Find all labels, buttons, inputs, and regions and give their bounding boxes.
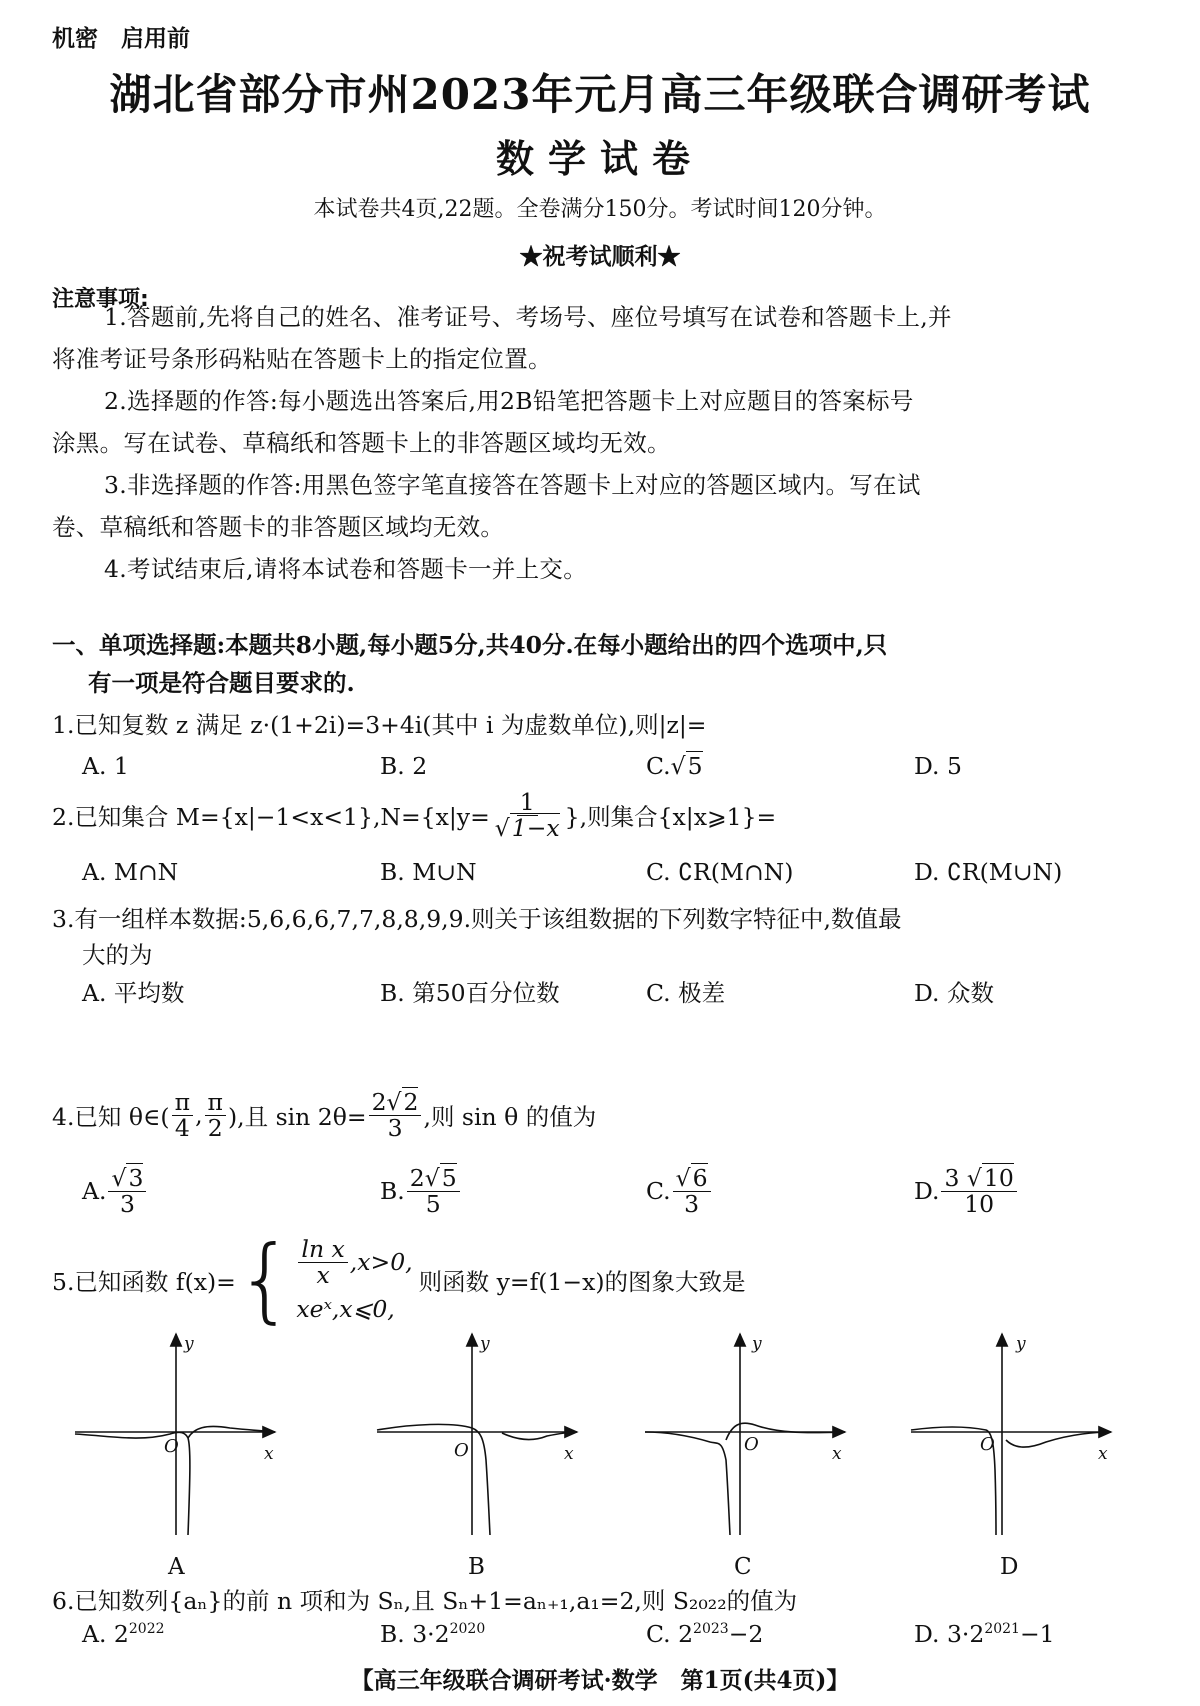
question-2-fraction: $\frac{1}{√1-x}$ <box>494 788 560 842</box>
notice-item-2-line-2: 涂黑。写在试卷、草稿纸和答题卡上的非答题区域均无效。 <box>52 429 671 457</box>
question-3-stem-line-2: 大的为 <box>82 941 153 969</box>
question-4-option-a: A. $\frac{√3}{3}$ <box>82 1166 148 1216</box>
graph-a-x-label: x <box>264 1444 274 1464</box>
graph-b-y-label: y <box>480 1334 490 1354</box>
question-2-option-c: C. ∁R(M∩N) <box>646 858 794 886</box>
graph-c-origin: O <box>744 1434 759 1455</box>
exam-subtitle: 数学试卷 <box>495 137 704 181</box>
question-3-stem-line-1: 3.有一组样本数据:5,6,6,6,7,7,8,8,9,9.则关于该组数据的下列数字特征中,数值最 <box>52 905 902 933</box>
question-2-option-b: B. M∪N <box>380 858 477 886</box>
question-2-option-d: D. ∁R(M∪N) <box>914 858 1063 886</box>
section-1-heading-line-1: 一、单项选择题:本题共8小题,每小题5分,共40分.在每小题给出的四个选项中,只 <box>52 631 888 659</box>
graph-c-y-label: y <box>752 1334 762 1354</box>
question-1-option-a: A. 1 <box>82 752 129 780</box>
notice-item-1-line-1: 1.答题前,先将自己的姓名、准考证号、考场号、座位号填写在试卷和答题卡上,并 <box>104 303 952 331</box>
question-4-option-d: D. $\frac{3 √10}{10}$ <box>914 1166 1019 1216</box>
graph-d-origin: O <box>980 1434 995 1455</box>
exam-title: 湖北省部分市州2023年元月高三年级联合调研考试 <box>109 70 1091 119</box>
graph-d-y-label: y <box>1016 1334 1026 1354</box>
graph-a <box>70 1330 280 1540</box>
good-luck-line: ★祝考试顺利★ <box>519 243 681 270</box>
question-3-option-b: B. 第50百分位数 <box>380 979 560 1007</box>
graph-b <box>372 1330 582 1540</box>
notice-item-3-line-1: 3.非选择题的作答:用黑色签字笔直接答在答题卡上对应的答题区域内。写在试 <box>104 471 921 499</box>
page-footer: 【高三年级联合调研考试·数学 第1页(共4页)】 <box>350 1667 850 1694</box>
question-6-stem: 6.已知数列{aₙ}的前 n 项和为 Sₙ,且 Sₙ+1=aₙ₊₁,a₁=2,则 S₂₀₂₂的值为 <box>52 1587 798 1615</box>
question-4-stem: 4.已知 θ∈( $\frac{\pi}{4}$ , $\frac{\pi}{2}$ ),且 sin 2θ= $\frac{2√2}{3}$ ,则 sin θ 的值为 <box>52 1088 597 1142</box>
graph-c-label: C <box>734 1554 752 1580</box>
exam-info: 本试卷共4页,22题。全卷满分150分。考试时间120分钟。 <box>313 197 887 222</box>
section-1-heading-line-2: 有一项是符合题目要求的. <box>88 669 355 697</box>
notice-item-2-line-1: 2.选择题的作答:每小题选出答案后,用2B铅笔把答题卡上对应题目的答案标号 <box>104 387 914 415</box>
question-4-option-b: B. $\frac{2√5}{5}$ <box>380 1166 462 1216</box>
graph-d-label: D <box>1000 1554 1019 1580</box>
graph-d <box>906 1330 1116 1540</box>
question-6-option-b: B. $3\cdot 2^{2020}$ <box>380 1620 486 1648</box>
question-1-option-b: B. 2 <box>380 752 428 780</box>
graph-c-x-label: x <box>832 1444 842 1464</box>
question-5-stem: 5.已知函数 f(x)= { $\frac{\text{ln x}}{x}$ ,x>0, xeˣ,x⩽0, 则函数 y=f(1−x)的图象大致是 <box>52 1226 746 1333</box>
graph-a-origin: O <box>164 1436 179 1457</box>
question-6-option-d: D. $3\cdot 2^{2021}-1$ <box>914 1620 1055 1648</box>
question-1-stem: 1.已知复数 z 满足 z·(1+2i)=3+4i(其中 i 为虚数单位),则|z|= <box>52 711 707 739</box>
question-6-option-c: C. $2^{2023}-2$ <box>646 1620 764 1648</box>
graph-b-x-label: x <box>564 1444 574 1464</box>
question-1-option-c: C.√5 <box>646 752 703 780</box>
question-6-option-a: A. $2^{2022}$ <box>82 1620 165 1648</box>
notice-item-4: 4.考试结束后,请将本试卷和答题卡一并上交。 <box>104 555 587 583</box>
notice-heading: 注意事项: <box>52 287 149 312</box>
question-4-option-c: C. $\frac{√6}{3}$ <box>646 1166 713 1216</box>
question-3-option-a: A. 平均数 <box>82 979 185 1007</box>
question-2-option-a: A. M∩N <box>82 858 179 886</box>
graph-d-x-label: x <box>1098 1444 1108 1464</box>
confidential-mark: 机密 启用前 <box>52 26 190 52</box>
question-3-option-d: D. 众数 <box>914 979 994 1007</box>
graph-a-label: A <box>168 1554 185 1580</box>
question-1-option-d: D. 5 <box>914 752 962 780</box>
notice-item-3-line-2: 卷、草稿纸和答题卡的非答题区域均无效。 <box>52 513 505 541</box>
question-2-stem: 2.已知集合 M={x|−1<x<1},N={x|y= $\frac{1}{√1-x}$ },则集合{x|x⩾1}= <box>52 788 777 842</box>
question-3-option-c: C. 极差 <box>646 979 726 1007</box>
graph-b-origin: O <box>454 1440 469 1461</box>
notice-item-1-line-2: 将准考证号条形码粘贴在答题卡上的指定位置。 <box>52 345 552 373</box>
graph-a-y-label: y <box>184 1334 194 1354</box>
graph-b-label: B <box>468 1554 485 1580</box>
